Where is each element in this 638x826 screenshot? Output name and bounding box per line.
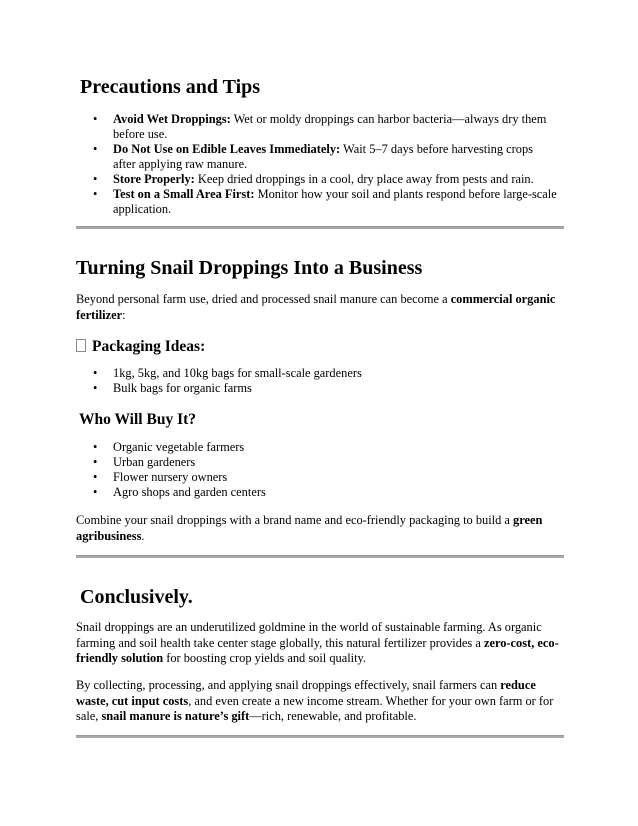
packaging-heading-text: Packaging Ideas: [92,338,206,355]
item-bold: Avoid Wet Droppings: [113,112,231,126]
item-text: Agro shops and garden centers [113,485,266,499]
bullet: • [93,187,98,201]
bullet: • [93,440,98,454]
business-heading: Turning Snail Droppings Into a Business [76,257,423,279]
list-item [93,470,513,485]
item-bold: Test on a Small Area First: [113,187,255,201]
paragraph-text: , and even create a new income stream. Whether for your own farm or for sale, [76,693,554,723]
bullet: • [93,112,98,126]
summary-bold: green agribusiness [76,513,543,543]
section-divider [76,226,564,229]
section-divider [76,735,564,738]
list-item [93,440,513,455]
bullet: • [93,470,98,484]
buyers-list [93,440,513,500]
packaging-list [93,366,513,396]
list-item [93,172,558,187]
item-bold: Store Properly: [113,172,195,186]
who-will-buy-heading: Who Will Buy It? [79,411,197,428]
item-text: Flower nursery owners [113,470,228,484]
conclusion-heading: Conclusively. [80,586,193,608]
bullet: • [93,366,98,380]
bullet: • [93,381,98,395]
list-item [93,366,513,381]
section-divider [76,555,564,558]
list-item [93,112,558,142]
paragraph-text: —rich, renewable, and profitable. [249,709,417,723]
missing-glyph-icon [76,339,86,352]
item-text: Monitor how your soil and plants respond before large-scale application. [113,187,557,216]
bullet: • [93,172,98,186]
intro-suffix: : [122,307,126,322]
intro-text: Beyond personal farm use, dried and processed snail manure can become a [76,292,451,306]
item-text: Wait 5–7 days before harvesting crops after applying raw manure. [113,142,533,171]
list-item [93,381,513,396]
paragraph-text: Snail droppings are an underutilized goldmine in the world of sustainable farming. As organic farming and soil health take center stage globally, this natural fertilizer provides a [76,620,542,650]
item-text: Urban gardeners [113,455,196,469]
packaging-heading [76,338,205,356]
paragraph-bold: reduce waste, cut input costs [76,678,536,708]
precautions-list [93,112,558,217]
conclusion-paragraph-2 [76,678,566,725]
item-text: 1kg, 5kg, and 10kg bags for small-scale gardeners [113,366,362,380]
business-summary [76,513,566,544]
list-item [93,187,558,217]
bullet: • [93,485,98,499]
paragraph-text: for boosting crop yields and soil quality. [163,651,367,665]
intro-bold: commercial organic fertilizer [76,292,556,322]
item-bold: Do Not Use on Edible Leaves Immediately: [113,142,341,156]
business-intro [76,292,566,323]
list-item [93,485,513,500]
summary-suffix: . [141,528,145,543]
item-text: Organic vegetable farmers [113,440,245,454]
paragraph-bold: snail manure is nature’s gift [101,709,250,723]
precautions-heading: Precautions and Tips [80,76,261,98]
bullet: • [93,455,98,469]
paragraph-bold: zero-cost, eco-friendly solution [76,635,559,665]
list-item [93,455,513,470]
list-item [93,142,558,172]
item-text: Bulk bags for organic farms [113,381,252,395]
item-text: Wet or moldy droppings can harbor bacteria—always dry them before use. [113,112,547,141]
bullet: • [93,142,98,156]
paragraph-text: By collecting, processing, and applying snail droppings effectively, snail farmers can [76,678,501,692]
item-text: Keep dried droppings in a cool, dry place away from pests and rain. [194,172,534,186]
conclusion-paragraph-1 [76,620,566,667]
summary-text: Combine your snail droppings with a brand name and eco-friendly packaging to build a [76,513,514,527]
